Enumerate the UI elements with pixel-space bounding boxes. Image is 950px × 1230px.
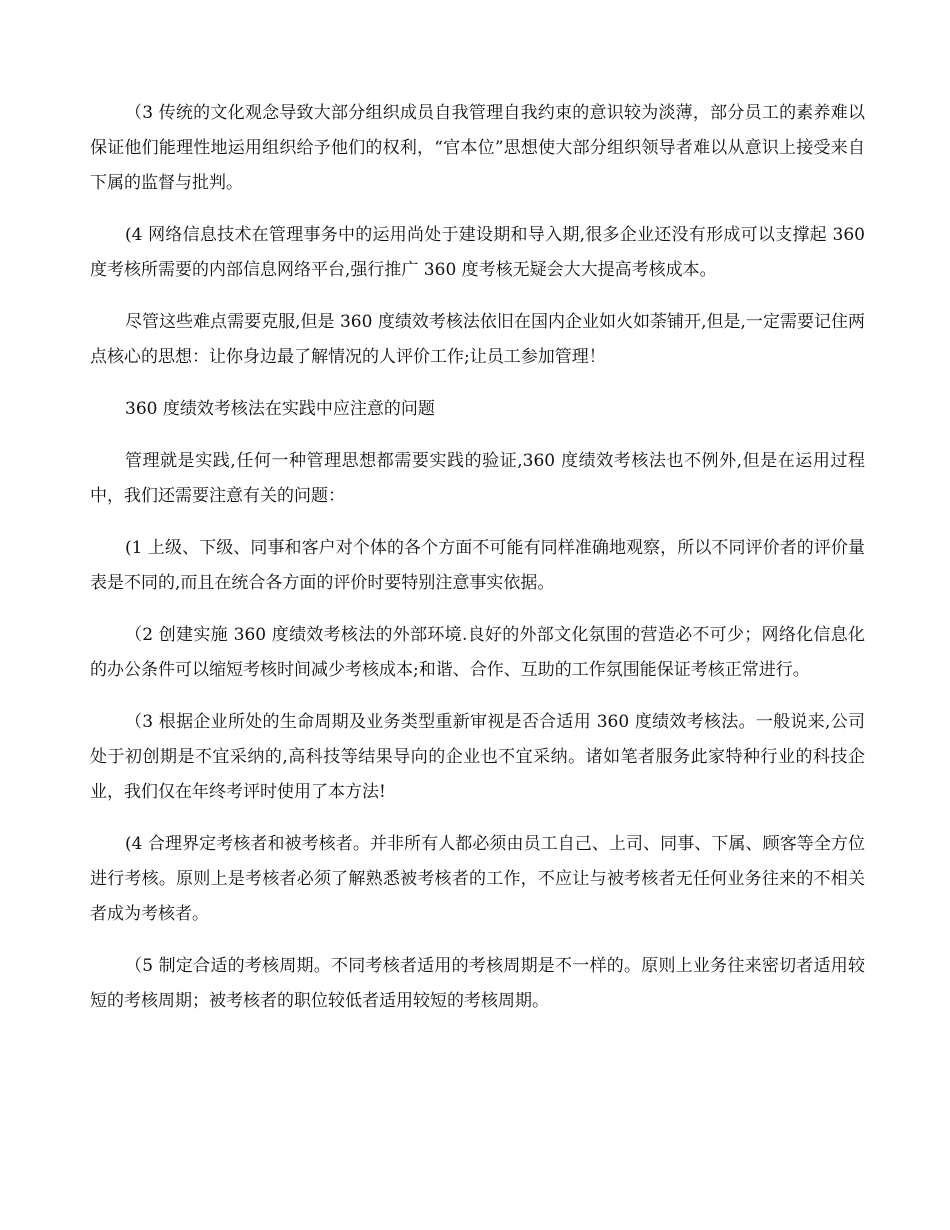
document-body: [90, 96, 865, 1036]
paragraph-8: (4 合理界定考核者和被考核者。并非所有人都必须由员工自己、上司、同事、下属、顾客等全方位进行考核。原则上是考核者必须了解熟悉被考核者的工作，不应让与被考核者无任何业务往来的不相关者成为考核者。: [90, 834, 865, 924]
section-heading: 360 度绩效考核法在实践中应注意的问题: [125, 399, 435, 419]
paragraph-2: (4 网络信息技术在管理事务中的运用尚处于建设期和导入期,很多企业还没有形成可以支撑起 360 度考核所需要的内部信息网络平台,强行推广 360 度考核无疑会大大提高考核成本。: [90, 225, 865, 280]
paragraph-9: （5 制定合适的考核周期。不同考核者适用的考核周期是不一样的。原则上业务往来密切者适用较短的考核周期；被考核者的职位较低者适用较短的考核周期。: [90, 956, 865, 1011]
paragraph-3: 尽管这些难点需要克服,但是 360 度绩效考核法依旧在国内企业如火如荼铺开,但是,一定需要记住两点核心的思想：让你身边最了解情况的人评价工作;让员工参加管理！: [90, 312, 865, 367]
paragraph-6: （2 创建实施 360 度绩效考核法的外部环境.良好的外部文化氛围的营造必不可少；网络化信息化的办公条件可以缩短考核时间减少考核成本;和谐、合作、互助的工作氛围能保证考核正常进行。: [90, 625, 865, 680]
paragraph-1: （3 传统的文化观念导致大部分组织成员自我管理自我约束的意识较为淡薄，部分员工的素养难以保证他们能理性地运用组织给予他们的权利，“官本位”思想使大部分组织领导者难以从意识上接受来自下属的监督与批判。: [90, 103, 865, 193]
paragraph-5: (1 上级、下级、同事和客户对个体的各个方面不可能有同样准确地观察，所以不同评价者的评价量表是不同的,而且在统合各方面的评价时要特别注意事实依据。: [90, 538, 865, 593]
paragraph-7: （3 根据企业所处的生命周期及业务类型重新审视是否合适用 360 度绩效考核法。一般说来,公司处于初创期是不宜采纳的,高科技等结果导向的企业也不宜采纳。诸如笔者服务此家特种行业的科技企业，我们仅在年终考评时使用了本方法!: [90, 712, 865, 802]
paragraph-4: 管理就是实践,任何一种管理思想都需要实践的验证,360 度绩效考核法也不例外,但是在运用过程中，我们还需要注意有关的问题：: [90, 451, 865, 506]
